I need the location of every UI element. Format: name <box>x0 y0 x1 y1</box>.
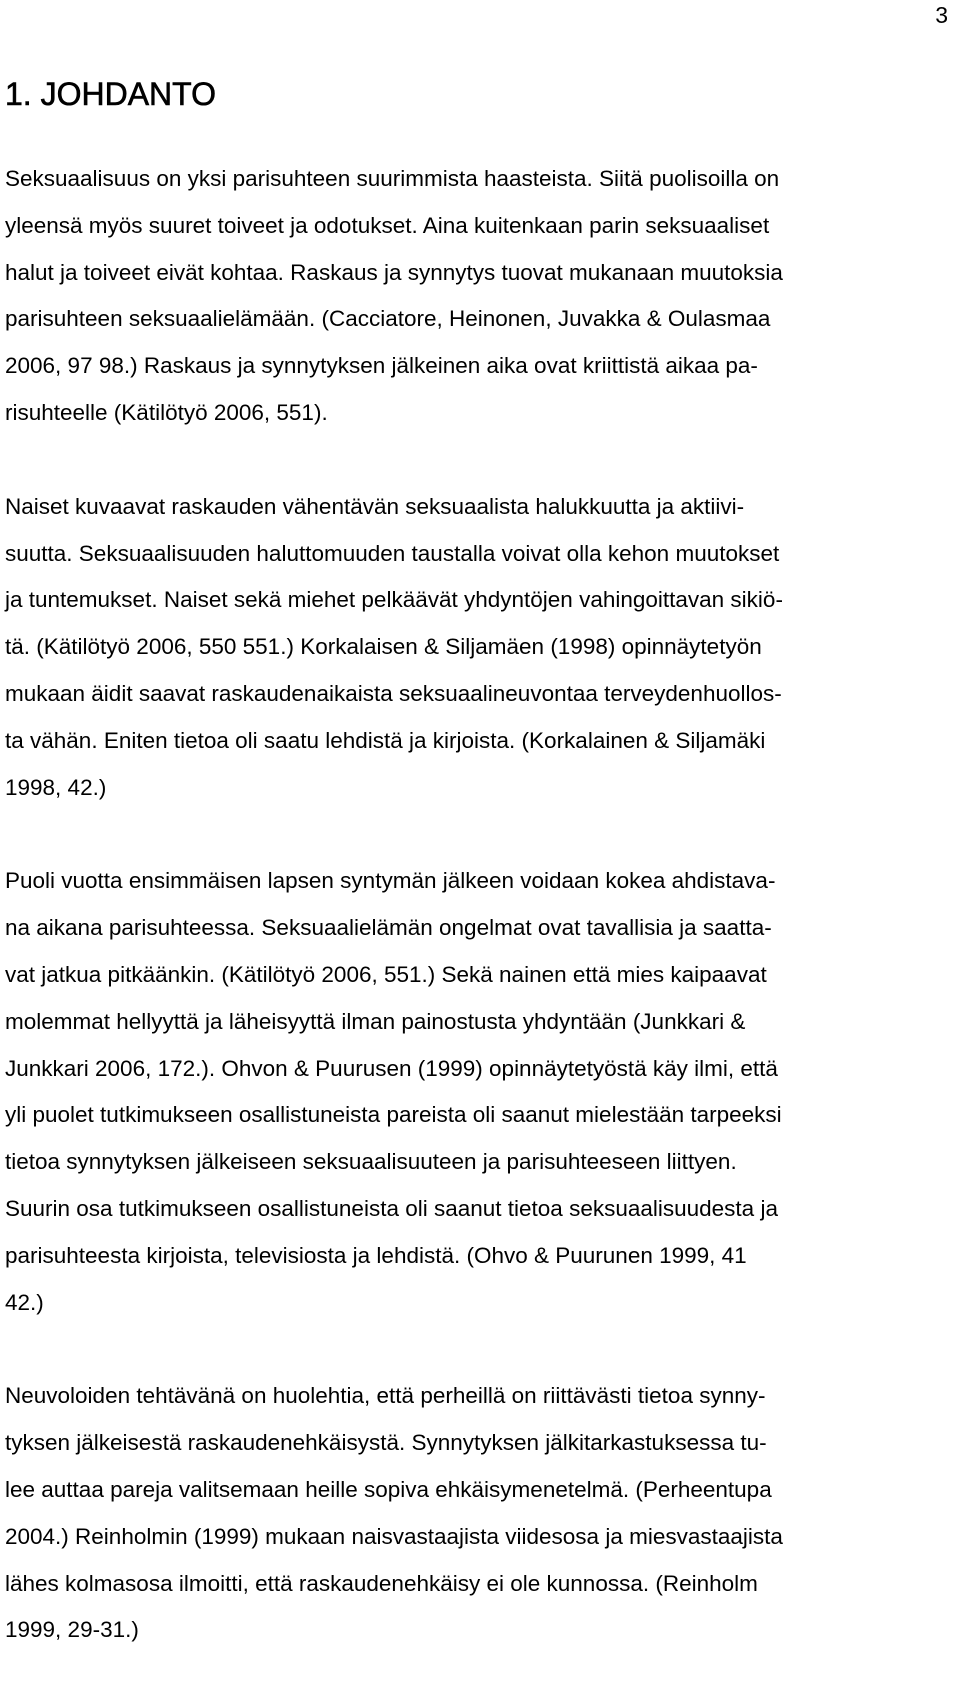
text-line: Seksuaalisuus on yksi parisuhteen suurimmista haasteista. Siitä puolisoilla on <box>5 166 780 191</box>
chapter-heading: 1. JOHDANTO <box>5 76 216 112</box>
text-line: yli puolet tutkimukseen osallistuneista pareista oli saanut mielestään tarpeeksi <box>5 1102 782 1128</box>
text-line: suutta. Seksuaalisuuden haluttomuuden taustalla voivat olla kehon muutokset <box>5 540 780 566</box>
text-line: tietoa synnytyksen jälkeiseen seksuaalisuuteen ja parisuhteeseen liittyen. <box>5 1149 737 1175</box>
text-line: parisuhteesta kirjoista, televisiosta ja lehdistä. (Ohvo & Puurunen 1999, 41 <box>5 1242 747 1268</box>
text-line: halut ja toiveet eivät kohtaa. Raskaus ja synnytys tuovat mukanaan muutoksia <box>5 259 783 285</box>
text-line: 2006, 97 98.) Raskaus ja synnytyksen jälkeinen aika ovat kriittistä aikaa pa- <box>5 353 758 379</box>
paragraph-postpartum <box>5 858 957 1326</box>
text-line: tä. (Kätilötyö 2006, 550 551.) Korkalaisen & Siljamäen (1998) opinnäytetyön <box>5 634 762 660</box>
text-line: Neuvoloiden tehtävänä on huolehtia, että perheillä on riittävästi tietoa synny- <box>5 1383 766 1409</box>
text-line: Junkkari 2006, 172.). Ohvon & Puurusen (1999) opinnäytetyöstä käy ilmi, että <box>5 1055 778 1081</box>
text-line: ja tuntemukset. Naiset sekä miehet pelkäävät yhdyntöjen vahingoittavan sikiö- <box>5 587 783 613</box>
text-line: vat jatkua pitkäänkin. (Kätilötyö 2006, 551.) Sekä nainen että mies kaipaavat <box>5 961 767 987</box>
text-line: Puoli vuotta ensimmäisen lapsen syntymän jälkeen voidaan kokea ahdistava- <box>5 868 776 894</box>
text-line: Naiset kuvaavat raskauden vähentävän seksuaalista halukkuutta ja aktiivi- <box>5 493 745 519</box>
text-line: parisuhteen seksuaalielämään. (Cacciatore, Heinonen, Juvakka & Oulasmaa <box>5 306 771 332</box>
text-line: lähes kolmasosa ilmoitti, että raskaudenehkäisy ei ole kunnossa. (Reinholm <box>5 1570 758 1596</box>
paragraph-contraception <box>5 1373 957 1654</box>
text-line: mukaan äidit saavat raskaudenaikaista seksuaalineuvontaa terveydenhuollos- <box>5 680 782 706</box>
text-line: risuhteelle (Kätilötyö 2006, 551). <box>5 399 328 425</box>
document-body <box>5 66 957 1701</box>
paragraph-pregnancy <box>5 484 957 812</box>
text-line: Suurin osa tutkimukseen osallistuneista oli saanut tietoa seksuaalisuudesta ja <box>5 1195 778 1221</box>
text-line: 42.) <box>5 1289 44 1315</box>
text-line: na aikana parisuhteessa. Seksuaalielämän ongelmat ovat tavallisia ja saatta- <box>5 915 772 941</box>
text-line: molemmat hellyyttä ja läheisyyttä ilman painostusta yhdyntään (Junkkari & <box>5 1008 746 1034</box>
text-line: yleensä myös suuret toiveet ja odotukset. Aina kuitenkaan parin seksuaaliset <box>5 212 770 238</box>
text-line: 1999, 29-31.) <box>5 1617 139 1643</box>
text-line: tyksen jälkeisestä raskaudenehkäisystä. Synnytyksen jälkitarkastuksessa tu- <box>5 1430 767 1456</box>
page-number: 3 <box>935 2 948 28</box>
text-line: lee auttaa pareja valitsemaan heille sopiva ehkäisymenetelmä. (Perheentupa <box>5 1476 772 1502</box>
text-line: 2004.) Reinholmin (1999) mukaan naisvastaajista viidesosa ja miesvastaajista <box>5 1523 783 1549</box>
text-line: ta vähän. Eniten tietoa oli saatu lehdistä ja kirjoista. (Korkalainen & Siljamäki <box>5 727 766 753</box>
paragraph-intro <box>5 156 957 437</box>
text-line: 1998, 42.) <box>5 774 107 800</box>
